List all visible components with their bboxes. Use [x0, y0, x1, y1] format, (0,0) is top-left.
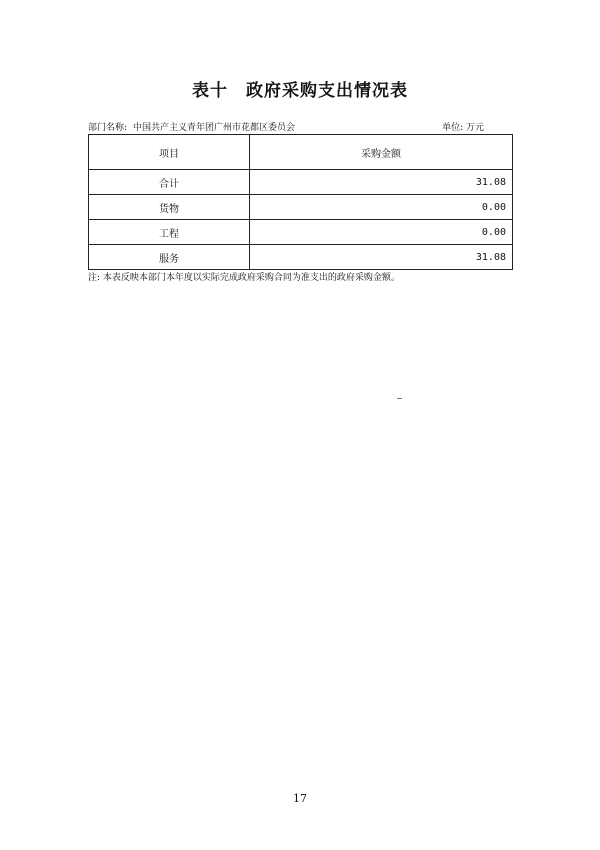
page-title: 表十 政府采购支出情况表 — [192, 81, 408, 101]
table-row — [89, 170, 513, 195]
row-amount: 31.08 — [250, 170, 513, 195]
table-note: 注: 本表反映本部门本年度以实际完成政府采购合同为准支出的政府采购金额。 — [88, 273, 400, 283]
header-item: 项目 — [89, 135, 250, 170]
department-label: 部门名称: — [88, 123, 128, 133]
department-name: 中国共产主义青年团广州市花都区委员会 — [133, 123, 296, 133]
header-amount: 采购金额 — [250, 135, 513, 170]
meta-row — [88, 120, 512, 133]
page-number: 17 — [293, 792, 307, 805]
table-row — [89, 245, 513, 270]
row-item: 货物 — [89, 195, 250, 220]
unit-info — [442, 120, 512, 133]
unit-label: 单位: 万元 — [442, 123, 484, 133]
scan-speck — [397, 398, 402, 399]
row-amount: 0.00 — [250, 195, 513, 220]
procurement-table — [88, 134, 513, 270]
table-row — [89, 195, 513, 220]
table-row — [89, 220, 513, 245]
department-info — [88, 120, 295, 133]
row-item: 工程 — [89, 220, 250, 245]
row-item: 合计 — [89, 170, 250, 195]
table-header-row — [89, 135, 513, 170]
row-amount: 31.08 — [250, 245, 513, 270]
row-item: 服务 — [89, 245, 250, 270]
row-amount: 0.00 — [250, 220, 513, 245]
